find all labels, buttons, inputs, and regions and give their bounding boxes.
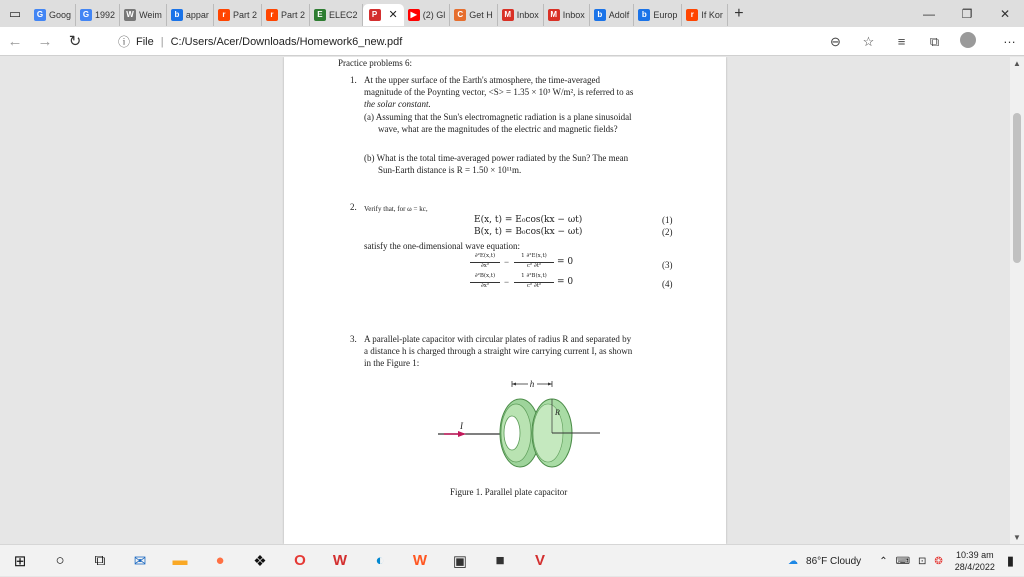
- browser-tab[interactable]: [634, 4, 682, 26]
- photos-icon[interactable]: ▣: [452, 552, 468, 570]
- browser-tab[interactable]: [404, 4, 451, 26]
- browser-tab[interactable]: [590, 4, 635, 26]
- wps-office-icon[interactable]: W: [412, 552, 428, 569]
- figure-caption: Figure 1. Parallel plate capacitor: [450, 487, 568, 497]
- browser-tab[interactable]: [544, 4, 590, 26]
- minus-sign: −: [504, 277, 510, 287]
- problem-2-number: 2.: [350, 202, 357, 212]
- tab-label: appar: [185, 9, 209, 20]
- wps-icon[interactable]: W: [332, 552, 348, 569]
- minus-sign: −: [504, 257, 510, 267]
- firefox-icon[interactable]: ●: [215, 552, 225, 569]
- edge-icon[interactable]: ◐: [375, 552, 385, 569]
- collections-icon[interactable]: ⧉: [929, 33, 940, 49]
- problem-1b-line: (b) What is the total time-averaged power radiated by the Sun? The mean: [364, 153, 629, 163]
- tab-label: Goog: [49, 9, 72, 20]
- weather-icon[interactable]: ☁: [788, 555, 799, 567]
- gmail-icon: M: [548, 9, 560, 21]
- pdf-icon: P: [369, 9, 381, 21]
- browser-tab[interactable]: [682, 4, 728, 26]
- tab-label: Adolf: [608, 9, 630, 20]
- keyboard-icon[interactable]: ⌨: [895, 555, 911, 567]
- problem-1-number: 1.: [350, 75, 357, 85]
- problem-3-number: 3.: [350, 334, 357, 344]
- scroll-down-icon[interactable]: ▼: [1013, 533, 1021, 542]
- browser-tab[interactable]: [450, 4, 498, 26]
- clock[interactable]: [947, 549, 1003, 573]
- network-icon[interactable]: ⊡: [918, 555, 927, 567]
- scroll-thumb[interactable]: [1013, 113, 1021, 263]
- eq4-numerator-2: 1 ∂²B(x,t): [521, 273, 547, 279]
- window-controls: [910, 0, 1024, 27]
- tab-label: Get H: [469, 9, 493, 20]
- problem-1a-line: wave, what are the magnitudes of the electric and magnetic fields?: [378, 124, 618, 134]
- new-tab-button[interactable]: +: [734, 4, 744, 22]
- equation-2: B(x, t) = B₀cos(kx − ωt): [474, 227, 583, 237]
- bing-icon: b: [594, 9, 606, 21]
- pdf-page: [284, 57, 726, 544]
- scroll-up-icon[interactable]: ▲: [1013, 59, 1021, 68]
- tab-strip: [0, 0, 1024, 27]
- minimize-button[interactable]: —: [923, 6, 935, 21]
- favorite-icon[interactable]: ☆: [862, 33, 875, 49]
- wps-pdf-icon[interactable]: V: [534, 552, 545, 569]
- zoom-icon[interactable]: ⊖: [830, 33, 841, 49]
- media-icon[interactable]: ■: [495, 552, 505, 569]
- browser-tab[interactable]: [262, 4, 310, 26]
- restore-button[interactable]: ❐: [961, 6, 973, 21]
- profile-avatar[interactable]: [951, 32, 984, 51]
- file-explorer-icon[interactable]: ▬: [172, 552, 188, 569]
- tab-actions-icon[interactable]: ▭: [8, 5, 22, 21]
- tab-label: Inbox: [516, 9, 539, 20]
- equation-4-number: (4): [662, 279, 673, 289]
- google-icon: G: [34, 9, 46, 21]
- figure-h-label: h: [529, 379, 535, 389]
- page-heading: Practice problems 6:: [338, 58, 412, 68]
- problem-3-line: a distance h is charged through a straight wire carrying current I, as shown: [364, 346, 633, 356]
- chegg-icon: C: [454, 9, 466, 21]
- system-tray: [784, 545, 1024, 577]
- eq3-rhs: = 0: [557, 257, 574, 267]
- tab-list: [30, 0, 728, 27]
- browser-tab[interactable]: [76, 4, 120, 26]
- url-text[interactable]: C:/Users/Acer/Downloads/Homework6_new.pdf: [170, 35, 403, 48]
- mail-icon[interactable]: ✉: [133, 552, 147, 570]
- problem-3-line: A parallel-plate capacitor with circular plates of radius R and separated by: [364, 334, 632, 344]
- gmail-icon: M: [502, 9, 514, 21]
- browser-tab[interactable]: [310, 4, 363, 26]
- eq3-denominator-2: c² ∂t²: [526, 263, 542, 269]
- wave-equation-intro: satisfy the one-dimensional wave equation:: [364, 241, 520, 251]
- browser-tab[interactable]: [363, 4, 404, 26]
- problem-2-intro: Verify that, for ω = kc,: [364, 205, 428, 213]
- browser-tab[interactable]: [30, 4, 76, 26]
- reddit-icon: r: [266, 9, 278, 21]
- start-icon[interactable]: ⊞: [13, 552, 27, 570]
- tab-label: ELEC2: [328, 9, 358, 20]
- problem-1-line: the solar constant.: [364, 99, 431, 109]
- browser-tab[interactable]: [498, 4, 544, 26]
- eq4-rhs: = 0: [557, 277, 574, 287]
- browser-tab[interactable]: [214, 4, 262, 26]
- url-divider: |: [160, 35, 164, 48]
- equation-1-number: (1): [662, 215, 673, 225]
- clock-time: 10:39 am: [956, 550, 994, 560]
- clock-date: 28/4/2022: [954, 562, 995, 572]
- info-icon[interactable]: ⓘ: [118, 35, 131, 49]
- tab-label: Part 2: [280, 9, 305, 20]
- problem-3-line: in the Figure 1:: [364, 358, 420, 368]
- shield-icon: E: [314, 9, 326, 21]
- browser-tab[interactable]: [167, 4, 214, 26]
- refresh-button[interactable]: ↻: [68, 33, 82, 50]
- chevron-up-icon[interactable]: ⌃: [879, 555, 888, 567]
- tab-label: Europ: [653, 9, 678, 20]
- equation-2-number: (2): [662, 227, 673, 237]
- equation-1: E(x, t) = E₀cos(kx − ωt): [474, 215, 583, 225]
- eq3-numerator-2: 1 ∂²E(x,t): [521, 253, 547, 259]
- eq4-denominator-2: c² ∂t²: [526, 283, 542, 289]
- task-view-icon[interactable]: ⧉: [94, 552, 106, 569]
- search-icon[interactable]: ○: [55, 552, 65, 569]
- vertical-scrollbar[interactable]: [1010, 57, 1024, 544]
- figure-current-label: I: [460, 421, 463, 431]
- equation-3-number: (3): [662, 260, 673, 270]
- notifications-icon[interactable]: ▮: [1006, 553, 1014, 568]
- problem-1-line: magnitude of the Poynting vector, <S> = 1.35 × 10³ W/m², is referred to as: [364, 87, 634, 97]
- problem-1-line: At the upper surface of the Earth's atmosphere, the time-averaged: [364, 75, 601, 85]
- tab-label: Part 2: [232, 9, 257, 20]
- tab-label: If Kor: [701, 9, 723, 20]
- tab-label: (2) Gl: [422, 9, 446, 20]
- site-icon: W: [124, 9, 136, 21]
- eq3-numerator-1: ∂²E(x,t): [474, 253, 496, 259]
- pdf-viewer: [0, 57, 1024, 544]
- taskbar: [0, 544, 1024, 576]
- eq4-numerator-1: ∂²B(x,t): [474, 273, 496, 279]
- more-menu-icon[interactable]: …: [1003, 31, 1016, 46]
- figure-radius-label: R: [555, 408, 560, 417]
- opera-icon[interactable]: O: [294, 552, 306, 569]
- problem-1b-line: Sun-Earth distance is R = 1.50 × 10¹¹m.: [378, 165, 522, 175]
- problem-1a-line: (a) Assuming that the Sun's electromagnetic radiation is a plane sinusoidal: [364, 112, 632, 122]
- close-window-button[interactable]: ✕: [999, 6, 1011, 21]
- antivirus-icon[interactable]: ❂: [934, 555, 943, 567]
- forward-button[interactable]: →: [37, 32, 53, 50]
- youtube-icon: ▶: [408, 9, 420, 21]
- back-button[interactable]: ←: [7, 32, 23, 50]
- bing-icon: b: [171, 9, 183, 21]
- capacitor-figure: [424, 373, 614, 483]
- toolbar-icons: [819, 27, 984, 56]
- weather-text[interactable]: 86°F Cloudy: [806, 555, 862, 567]
- close-tab-icon[interactable]: ✕: [388, 9, 398, 21]
- google-icon: G: [80, 9, 92, 21]
- reddit-icon: r: [686, 9, 698, 21]
- eq4-denominator-1: ∂x²: [480, 283, 490, 289]
- browser-tab[interactable]: [120, 4, 167, 26]
- scheme-label: File: [136, 35, 154, 48]
- reddit-icon: r: [218, 9, 230, 21]
- eq3-denominator-1: ∂x²: [480, 263, 490, 269]
- tab-label: Weim: [139, 9, 162, 20]
- tab-label: Inbox: [562, 9, 585, 20]
- dropbox-icon[interactable]: ❖: [253, 552, 267, 570]
- favorites-list-icon[interactable]: ≡: [897, 34, 906, 49]
- url-field[interactable]: [118, 31, 883, 52]
- bing-icon: b: [638, 9, 650, 21]
- tab-label: 1992: [95, 9, 116, 20]
